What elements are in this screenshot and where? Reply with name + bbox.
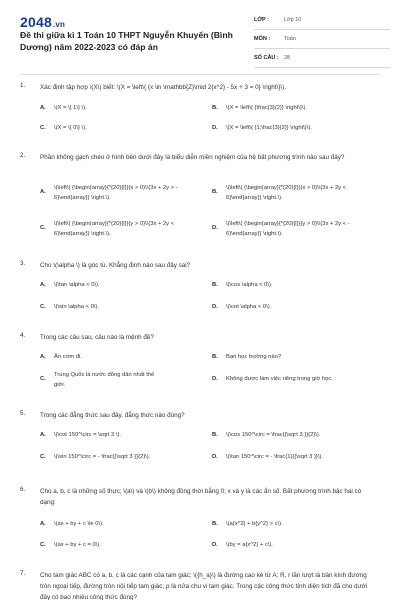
question-number: 1. (20, 82, 26, 89)
option-letter: D. (212, 376, 218, 382)
option-text: \(\left\{ {\begin{array}{*{20}{l}}{x > 0}\\{3x + 2y > - 6}\end{array}} \right.\). (54, 185, 178, 201)
option-text: \(X = \left\{ {\frac{3}{2}} \right\}\). (226, 105, 308, 111)
option-text: \(\tan \alpha < 0\). (54, 282, 100, 288)
option-letter: C. (40, 225, 46, 231)
option-letter: C. (40, 542, 46, 548)
meta-row-class (254, 14, 390, 30)
option-text: \(\left\{ {\begin{array}{*{20}{l}}{x > 0}\\{3x + 2y < 6}\end{array}} \right.\). (226, 185, 347, 201)
question-number: 7. (20, 570, 26, 577)
exam-meta (254, 14, 390, 71)
option-letter: A. (40, 105, 46, 111)
document-header (0, 0, 400, 72)
question-number: 4. (20, 332, 26, 339)
option-text: \(\tan 150^\circ = - \frac{1}{{\sqrt 3 }}\). (226, 454, 323, 460)
question-stem: Trong các đẳng thức sau đây, đẳng thức nào đúng? (40, 412, 185, 419)
option-text: \(\left\{ {\begin{array}{*{20}{l}}{y > 0}\\{3x + 2y < - 6}\end{array}} \right.\). (226, 221, 350, 237)
option-text: Ăn cơm đi. (54, 354, 82, 360)
option-letter: A. (40, 189, 46, 195)
option-text: \(\cos 150^\circ = \frac{{\sqrt 3 }}{2}\). (226, 432, 321, 438)
question-stem: Cho tam giác ABC có a, b, c là các cạnh của tam giác; \({h_a}\) là đường cao kẻ từ A; R, r lần lượt là bán kính đường tròn ngoại tiếp, đường tròn nội tiếp tam giác; p là nửa chu vi tam giác. Trong các công thức tính diện tích đã cho dưới đây có bao nhiêu công thức đúng? (40, 572, 368, 600)
option-letter: A. (40, 282, 46, 288)
question-stem: Phần không gạch chéo ở hình bên dưới đây là biểu diễn miền nghiệm của hệ bất phương trình nào sau đây? (40, 154, 345, 161)
meta-key: SỐ CÂU : (254, 55, 279, 61)
site-logo[interactable] (20, 14, 65, 30)
option-letter: A. (40, 521, 46, 527)
header-divider (20, 74, 380, 75)
option-text: \(X = \left\{ {1;\frac{3}{2}} \right\}\). (226, 125, 312, 131)
option-letter: C. (40, 304, 46, 310)
option-text: \(a{x^2} + b{y^2} > c\). (226, 521, 283, 527)
option-letter: D. (212, 304, 218, 310)
question-stem: Cho \(\alpha \) là góc tù. Khẳng định nào sau đây sai? (40, 262, 191, 269)
option-text: \(ax + by + c = 0\). (54, 542, 101, 548)
logo-text: 2048 (20, 14, 52, 30)
meta-key: LỚP : (254, 17, 269, 23)
option-letter: B. (212, 105, 218, 111)
option-letter: D. (212, 542, 218, 548)
option-letter: C. (40, 376, 46, 382)
option-letter: D. (212, 125, 218, 131)
meta-row-count (254, 52, 390, 68)
question-stem: Cho a, b, c là những số thực; \(a\) và \(b\) không đồng thời bằng 0; x và y là các ẩn số. Bất phương trình bậc hai có dạng: (40, 488, 362, 506)
option-text: Bạn học trường nào? (226, 354, 282, 360)
option-letter: D. (212, 225, 218, 231)
option-text: \(\left\{ {\begin{array}{*{20}{l}}{y > 0}\\{3x + 2y < 6}\end{array}} \right.\). (54, 221, 175, 237)
option-text: \(X = \{ 0\} \). (54, 125, 87, 131)
option-letter: C. (40, 454, 46, 460)
option-letter: B. (212, 282, 218, 288)
option-letter: A. (40, 354, 46, 360)
option-letter: B. (212, 432, 218, 438)
meta-value: 28 (284, 55, 291, 61)
question-number: 2. (20, 152, 26, 159)
option-text: Trung Quốc là nước đông dân nhất thế giới. (54, 372, 155, 388)
option-text: Không được làm việc riêng trong giờ học. (226, 376, 333, 382)
question-number: 5. (20, 410, 26, 417)
option-letter: B. (212, 189, 218, 195)
option-text: \(ax + by + c \le 0\). (54, 521, 104, 527)
option-letter: A. (40, 432, 46, 438)
question-stem: Trong các câu sau, câu nào là mệnh đề? (40, 334, 154, 341)
meta-row-subject (254, 33, 390, 49)
option-text: \(\sin 150^\circ = - \frac{{\sqrt 3 }}{2}\). (54, 454, 151, 460)
meta-value: Lớp 10 (284, 17, 302, 23)
option-text: \(\cos \alpha < 0\). (226, 282, 273, 288)
question-7 (20, 570, 380, 600)
option-letter: C. (40, 125, 46, 131)
option-letter: D. (212, 454, 218, 460)
option-text: \(by = a{x^2} + c\). (226, 542, 273, 548)
option-letter: B. (212, 521, 218, 527)
option-text: \(\sin \alpha < 0\). (54, 304, 99, 310)
meta-value: Toán (284, 36, 296, 42)
option-text: \(\cot 150^\circ = \sqrt 3 \). (54, 432, 121, 438)
option-text: \(X = \{ 1\} \). (54, 105, 87, 111)
meta-key: MÔN : (254, 36, 271, 42)
option-text: \(\cot \alpha < 0\). (226, 304, 272, 310)
logo-suffix: .vn (52, 20, 66, 29)
question-number: 3. (20, 260, 26, 267)
question-number: 6. (20, 486, 26, 493)
question-stem: Xác định tập hợp \(X\) biết: \(X = \left\{ {x \in \mathbb{Z}\mid 2{x^2} - 5x + 3 = 0} \right\}\). (40, 84, 286, 91)
exam-title: Đề thi giữa kì 1 Toán 10 THPT Nguyễn Khuyến (Bình Dương) năm 2022-2023 có đáp án (20, 30, 233, 52)
option-letter: B. (212, 354, 218, 360)
